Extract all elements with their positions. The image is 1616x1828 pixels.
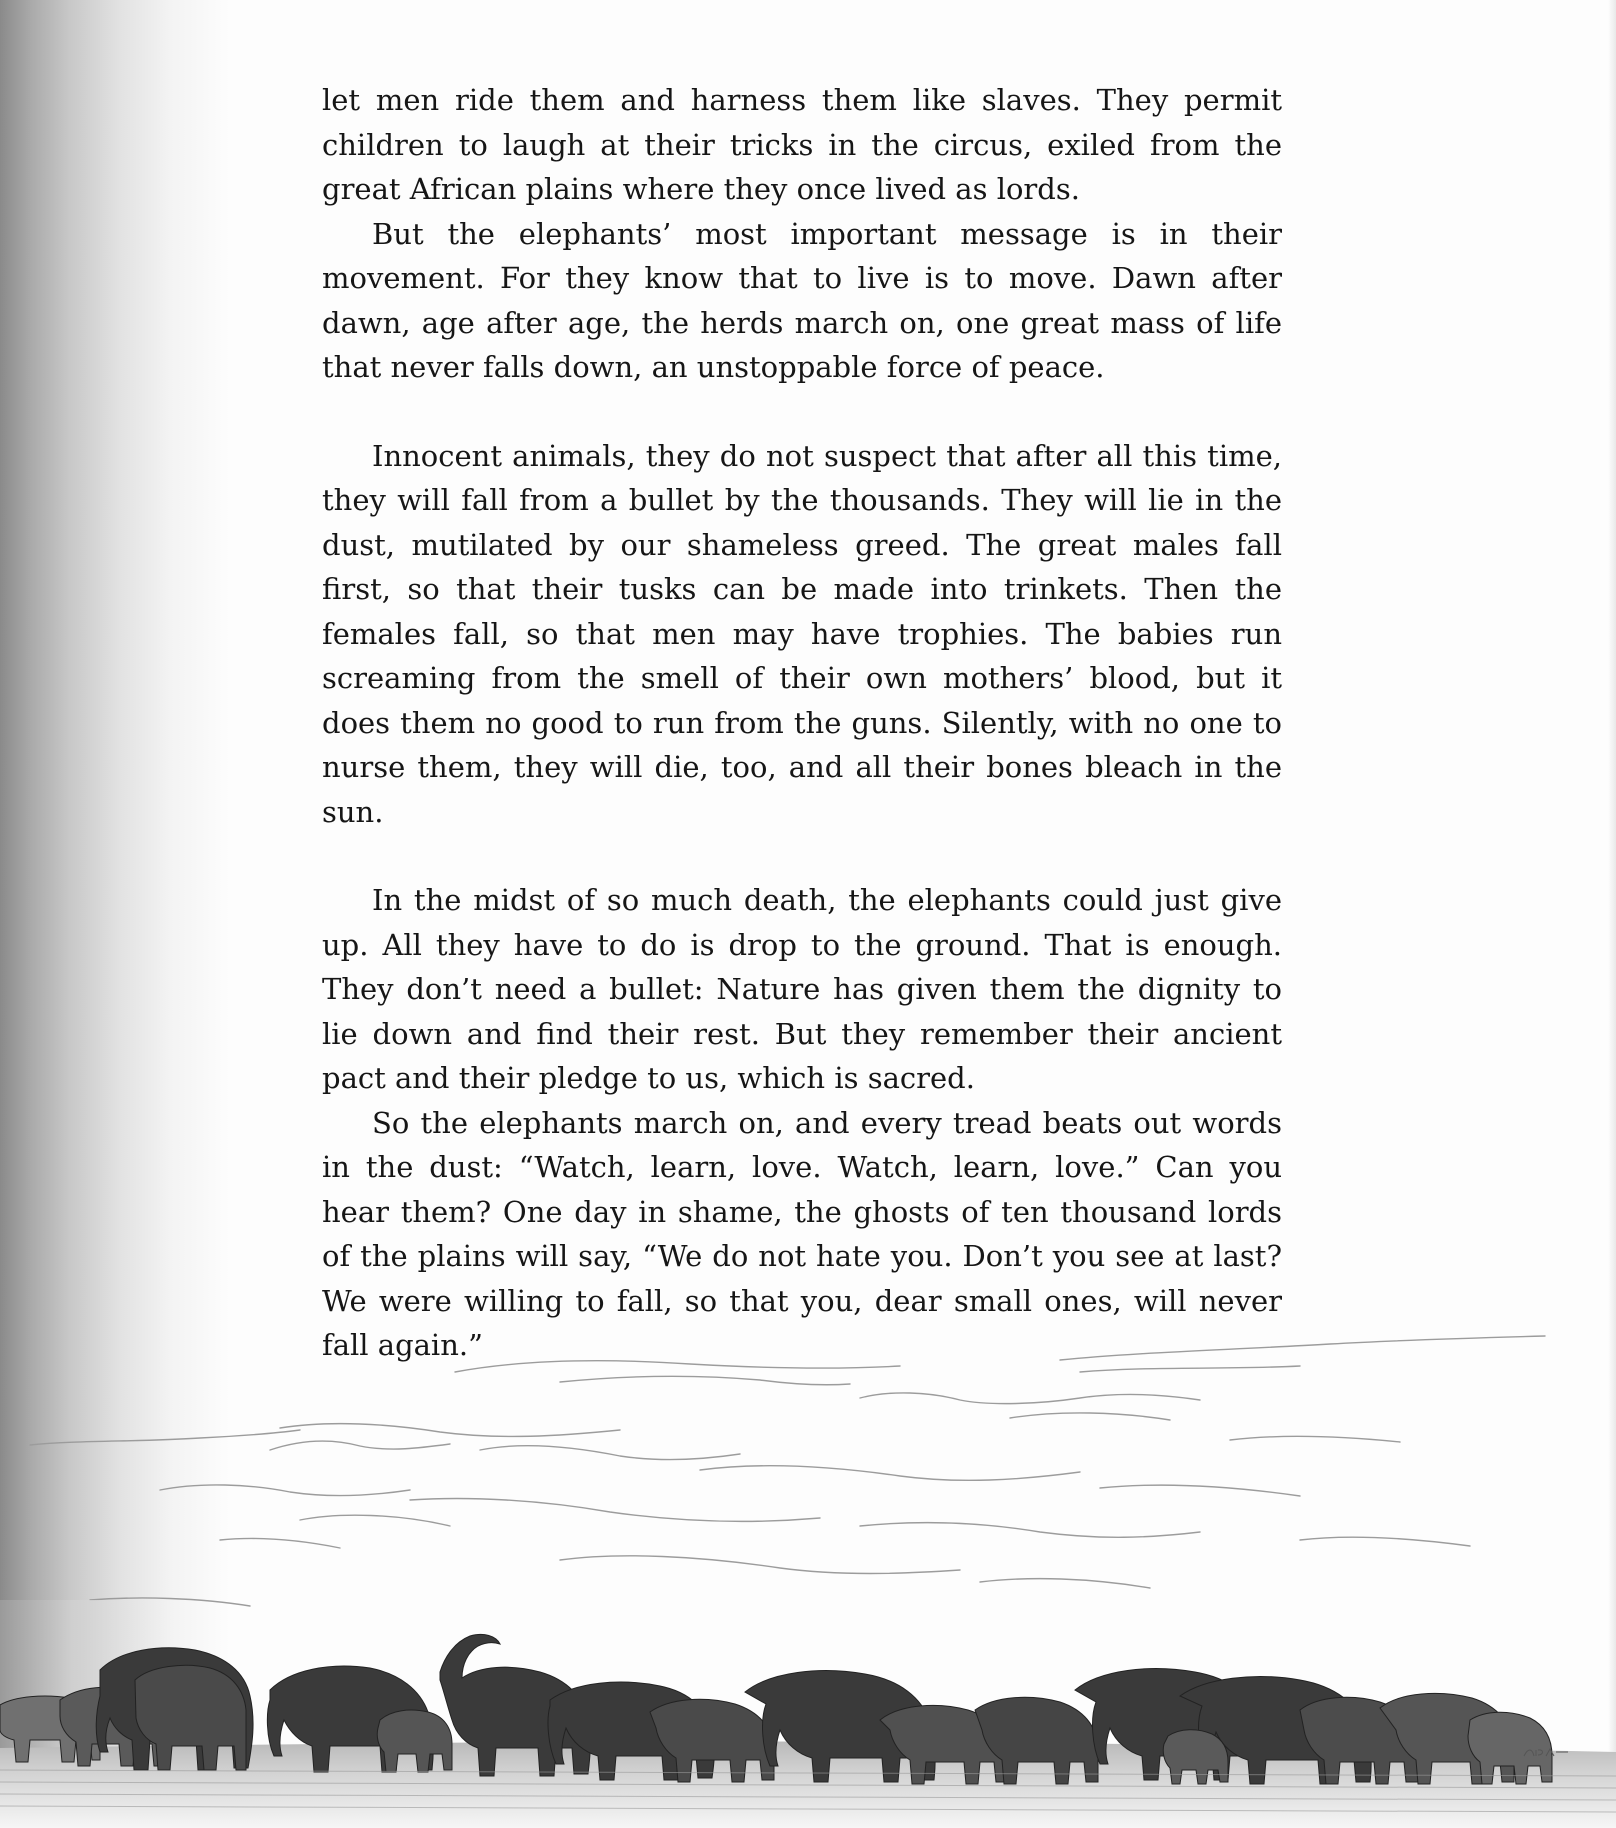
paragraph-innocent-animals: Innocent animals, they do not suspect that after all this time, they will fall from a bullet by the thousands. They will lie in the dust, mutilated by our shameless greed. The great males fall first, so that their tusks can be made into trinkets. Then the females fall, so that men may have trophies. The babies run screaming from the smell of their own mothers’ blood, but it does them no good to run from the guns. Silently, with no one to nurse them, they will die, too, and all their bones bleach in the sun. bbox=[322, 438, 1282, 829]
elephant-herd-illustration bbox=[0, 1300, 1616, 1828]
cloud-lines bbox=[30, 1336, 1545, 1606]
artist-signature bbox=[1522, 1746, 1570, 1760]
paragraph-midst-of-death: In the midst of so much death, the elephants could just give up. All they have to do is drop to the ground. That is enough. They don’t need a bullet: Nature has given them the dignity to lie down and find their rest. But they remember their ancient pact and their pledge to us, which is sacred. bbox=[322, 883, 1282, 1095]
paragraph-continuation: let men ride them and harness them like slaves. They permit children to laugh at their tricks in the circus, exiled from the great African plains where they once lived as lords. bbox=[322, 83, 1282, 206]
paragraph-movement: But the elephants’ most important message is in their movement. For they know that to live is to move. Dawn after dawn, age after age, the herds march on, one great mass of life that never falls down, an unstoppable force of peace. bbox=[322, 216, 1282, 384]
body-text bbox=[322, 78, 1282, 1368]
paragraph-march-on: So the elephants march on, and every tread beats out words in the dust: “Watch, learn, love. Watch, learn, love.” Can you hear them? One day in shame, the ghosts of ten thousand lords of the plains will say, “We do not hate you. Don’t you see at last? We were willing to fall, so that you, dear small ones, will never fall again.” bbox=[322, 1105, 1282, 1362]
